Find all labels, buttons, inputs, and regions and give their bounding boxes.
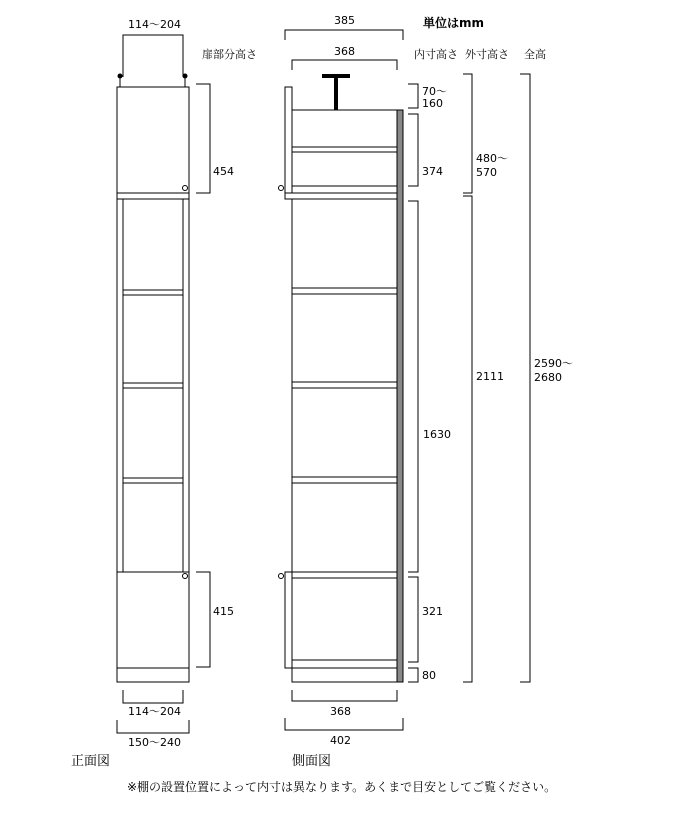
front-lower-door-dim: [196, 572, 210, 667]
front-upper-knob: [183, 186, 188, 191]
side-inner-top-gap: 70～ 160: [422, 85, 447, 110]
front-inner-width: 114～204: [128, 705, 181, 718]
header-outer-height: 外寸高さ: [465, 48, 509, 61]
front-lower-knob: [183, 574, 188, 579]
total-height-dim: [520, 74, 530, 682]
side-upper-shelf: [292, 147, 397, 152]
front-shelf-2: [123, 383, 183, 388]
side-shelf-2: [292, 382, 397, 388]
side-rod-shaft: [334, 76, 338, 110]
header-total-height: 全高: [524, 48, 546, 61]
side-bottom-inner-depth: 368: [330, 705, 351, 718]
front-rod-left-cap: [118, 74, 123, 79]
front-door-upper-height: 454: [213, 165, 234, 178]
header-door-height: 扉部分高さ: [202, 48, 257, 61]
footnote: ※棚の設置位置によって内寸は異なります。あくまで目安としてご覧ください。: [127, 780, 557, 794]
side-shelf-1: [292, 288, 397, 294]
front-view: [71, 18, 234, 769]
side-inner-lower-dim: [408, 577, 418, 662]
side-lower-knob: [279, 574, 284, 579]
side-inner-base: 80: [422, 669, 436, 682]
total-height: 2590～ 2680: [534, 357, 573, 384]
front-upper-door-dim: [196, 84, 210, 193]
side-inner-main-dim: [408, 201, 418, 572]
side-separator: [285, 193, 403, 199]
side-inner-base-dim: [408, 668, 418, 682]
front-separator: [117, 193, 189, 199]
side-inner-main: 1630: [423, 428, 451, 441]
front-top-width-dim: [123, 35, 183, 77]
side-view: [279, 14, 577, 769]
side-lower-door-panel: [285, 572, 292, 668]
side-back-panel: [397, 110, 403, 682]
side-bottom-outer-depth-dim: [285, 718, 403, 730]
front-shelf-3: [123, 478, 183, 483]
outer-upper-dim: [463, 74, 472, 193]
front-top-width: 114～204: [128, 18, 181, 31]
side-shelf-3: [292, 477, 397, 483]
header-inner-height: 内寸高さ: [414, 48, 458, 61]
front-upper-door: [117, 87, 189, 193]
outer-upper-height: 480～ 570: [476, 152, 508, 179]
side-lower-shelf: [292, 660, 397, 668]
side-upper-door-panel: [285, 87, 292, 193]
unit-label: 単位はmm: [423, 16, 485, 30]
side-lower-top: [292, 572, 397, 578]
outer-main-height: 2111: [476, 370, 504, 383]
side-bottom-outer-depth: 402: [330, 734, 351, 747]
front-rod-right-cap: [183, 74, 188, 79]
outer-main-dim: [463, 196, 472, 682]
front-shelf-1: [123, 290, 183, 295]
side-view-caption: 側面図: [292, 754, 332, 769]
side-base: [292, 668, 397, 682]
front-outer-width: 150～240: [128, 736, 181, 749]
front-base: [117, 668, 189, 682]
side-upper-bottom: [292, 186, 397, 193]
side-bottom-inner-depth-dim: [292, 690, 397, 701]
side-outer-depth-dim: [285, 30, 403, 40]
front-outer-width-dim: [117, 720, 189, 733]
front-lower-door: [117, 572, 189, 668]
side-top-inner-depth: 368: [334, 45, 355, 58]
side-inner-upper: 374: [422, 165, 443, 178]
front-inner-width-dim: [123, 690, 183, 703]
side-inner-depth-dim: [292, 60, 397, 70]
side-top-outer-depth: 385: [334, 14, 355, 27]
side-inner-lower: 321: [422, 605, 443, 618]
front-view-caption: 正面図: [71, 754, 111, 769]
side-inner-upper-dim: [408, 114, 418, 186]
side-inner-top-gap-dim: [408, 84, 418, 108]
side-upper-knob: [279, 186, 284, 191]
front-door-lower-height: 415: [213, 605, 234, 618]
